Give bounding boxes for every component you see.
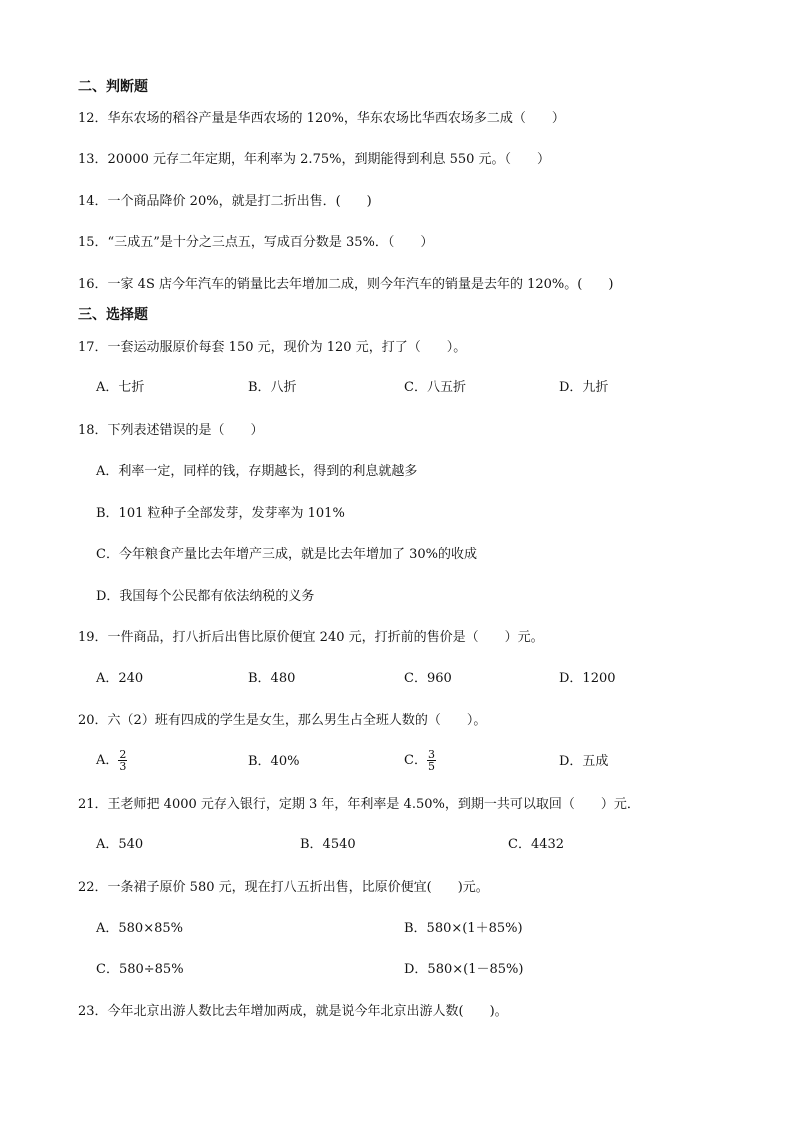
q17-option-c: C．八五折 [404,380,466,395]
q20-option-a [96,744,127,778]
q20-option-c-prefix: C． [404,753,427,768]
q22-option-b: B．580×(1＋85%) [404,921,523,936]
section-title-judge: 二、判断题 [78,79,148,95]
q22-option-d: D．580×(1－85%) [404,962,524,977]
question-20: 20．六（2）班有四成的学生是女生，那么男生占全班人数的（ ）。 [78,713,487,728]
question-14: 14．一个商品降价 20%，就是打二折出售．( ) [78,194,372,209]
q20-option-b: B．40% [248,754,300,769]
q17-option-d: D．九折 [559,380,609,395]
q21-option-b: B．4540 [300,837,356,852]
fraction-denominator: 5 [427,760,435,773]
question-16: 16．一家 4S 店今年汽车的销量比去年增加二成，则今年汽车的销量是去年的 120%。( ) [78,277,614,292]
question-19: 19．一件商品，打八折后出售比原价便宜 240 元，打折前的售价是（ ）元。 [78,630,544,645]
q17-option-b: B．八折 [248,380,297,395]
q18-option-b: B．101 粒种子全部发芽，发芽率为 101% [96,506,345,521]
q22-option-c: C．580÷85% [96,962,184,977]
question-23: 23．今年北京出游人数比去年增加两成，就是说今年北京出游人数( )。 [78,1004,508,1019]
q21-option-a: A．540 [96,837,144,852]
q21-option-c: C．4432 [508,837,565,852]
question-21: 21．王老师把 4000 元存入银行，定期 3 年，年利率是 4.50%，到期一共可以取回（ ）元． [78,797,640,812]
question-13: 13．20000 元存二年定期，年利率为 2.75%，到期能得到利息 550 元。（ ） [78,152,551,167]
q20-option-c [404,744,436,778]
q18-option-d: D．我国每个公民都有依法纳税的义务 [96,589,315,604]
fraction-numerator: 3 [427,748,435,761]
question-17: 17．一套运动服原价每套 150 元，现价为 120 元，打了（ ）。 [78,340,467,355]
fraction-denominator: 3 [119,760,127,773]
q19-option-a: A．240 [96,671,144,686]
q20-option-c-fraction [427,749,436,772]
q19-option-b: B．480 [248,671,296,686]
q17-option-a: A．七折 [96,380,145,395]
q19-option-d: D．1200 [559,671,616,686]
q22-option-a: A．580×85% [96,921,183,936]
section-title-choice: 三、选择题 [78,307,148,323]
question-15: 15．“三成五”是十分之三点五，写成百分数是 35%．（ ） [78,235,434,250]
q20-option-a-prefix: A． [96,753,119,768]
q20-option-d: D．五成 [559,754,609,769]
q20-option-a-fraction [118,749,127,772]
question-22: 22．一条裙子原价 580 元，现在打八五折出售，比原价便宜( )元。 [78,880,489,895]
q18-option-a: A．利率一定，同样的钱，存期越长，得到的利息就越多 [96,464,418,479]
fraction-numerator: 2 [119,748,127,761]
question-18: 18．下列表述错误的是（ ） [78,423,264,438]
q18-option-c: C．今年粮食产量比去年增产三成，就是比去年增加了 30%的收成 [96,547,477,562]
q19-option-c: C．960 [404,671,452,686]
question-12: 12．华东农场的稻谷产量是华西农场的 120%，华东农场比华西农场多二成（ ） [78,111,565,126]
